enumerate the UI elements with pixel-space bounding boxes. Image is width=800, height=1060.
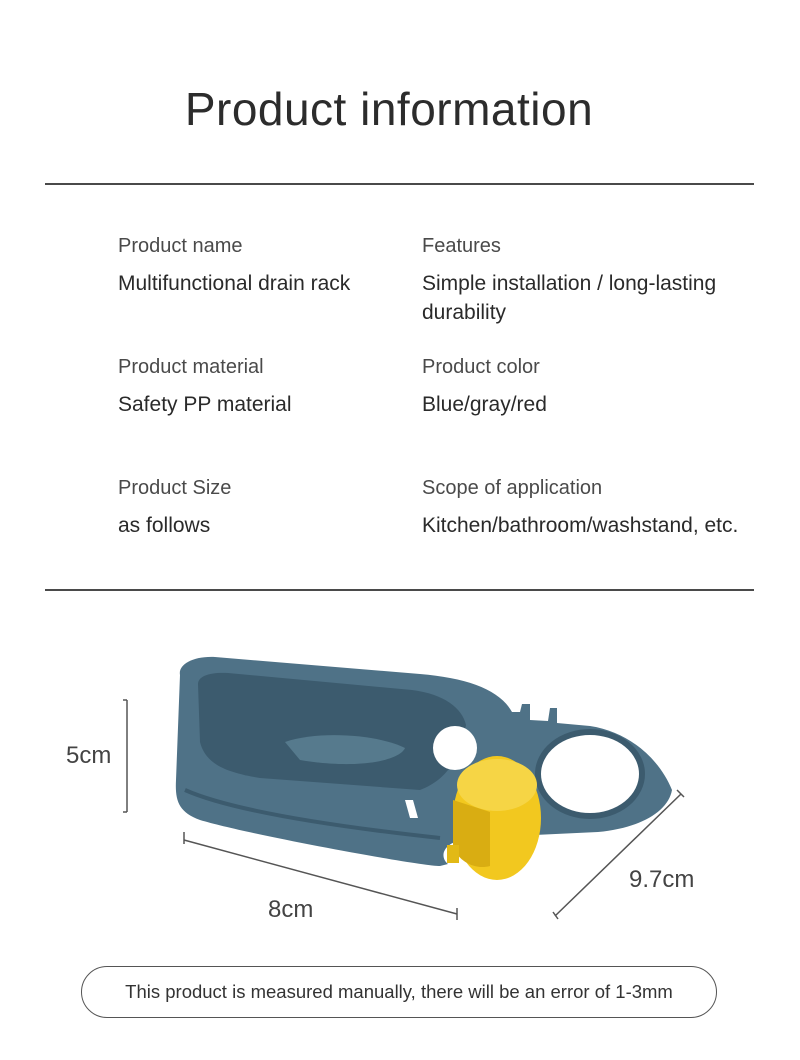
spec-value: Kitchen/bathroom/washstand, etc. [422, 514, 739, 537]
height-dimension-line [123, 700, 127, 812]
drain-rack [176, 657, 672, 866]
spec-product-material [118, 354, 448, 419]
bottom-divider [45, 589, 754, 591]
measurement-note: This product is measured manually, there will be an error of 1-3mm [81, 966, 717, 1018]
spec-scope [422, 475, 782, 540]
yellow-knob [447, 756, 541, 880]
spec-label: Features [422, 235, 501, 257]
top-divider [45, 183, 754, 185]
spec-label: Product material [118, 356, 264, 378]
spec-label: Product name [118, 235, 243, 257]
spec-product-name [118, 233, 448, 298]
spec-value: Blue/gray/red [422, 393, 547, 416]
spec-label: Scope of application [422, 477, 603, 499]
spec-label: Product color [422, 356, 540, 378]
spec-value: Safety PP material [118, 393, 292, 416]
page-title: Product information [184, 83, 594, 135]
spec-features [422, 233, 782, 327]
spec-label: Product Size [118, 477, 232, 499]
spec-product-size [118, 475, 448, 540]
length-label: 8cm [268, 896, 314, 923]
spec-value: as follows [118, 514, 211, 537]
height-label: 5cm [66, 742, 112, 769]
width-label: 9.7cm [629, 866, 695, 893]
spec-value: Multifunctional drain rack [118, 272, 351, 295]
product-illustration [0, 600, 800, 950]
spec-product-color [422, 354, 782, 419]
spec-value: Simple installation / long-lasting durability [422, 272, 717, 324]
